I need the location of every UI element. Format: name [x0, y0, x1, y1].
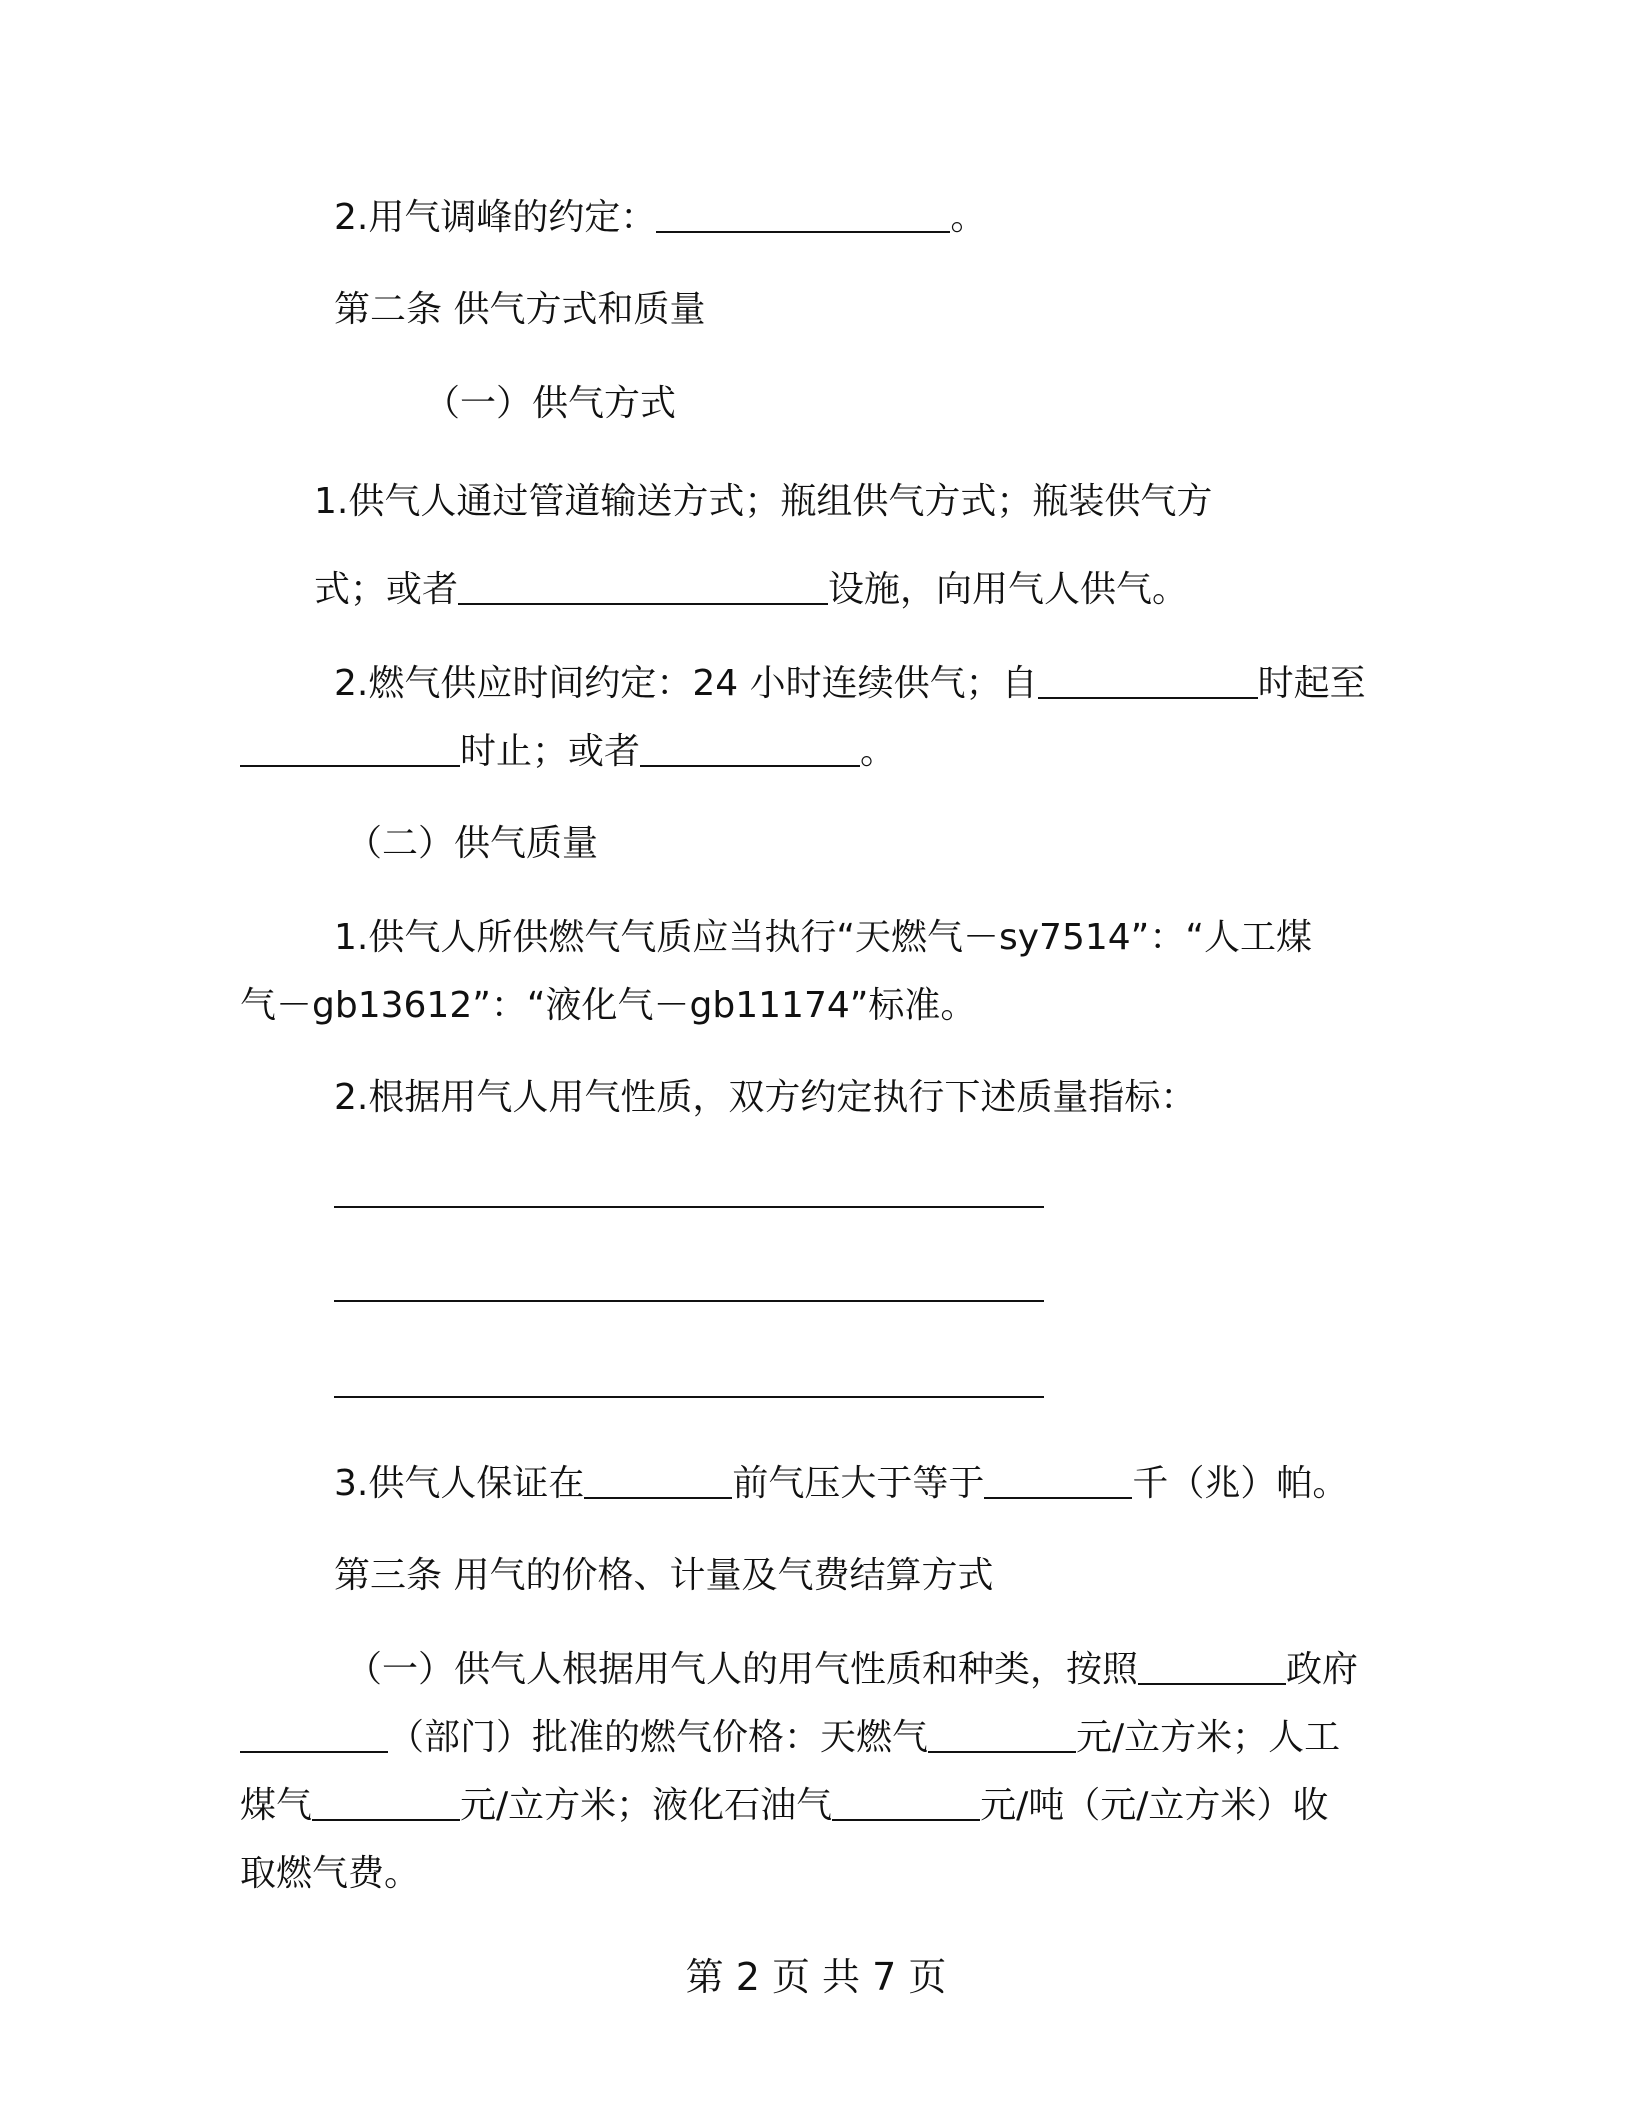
fill-blank[interactable] — [984, 1467, 1132, 1499]
clause-supply-method-1-cont: 式；或者 设施，向用气人供气。 — [314, 569, 1189, 610]
quality-indicator-blank-1[interactable] — [334, 1206, 1044, 1208]
clause-quality-indicators: 2.根据用气人用气性质，双方约定执行下述质量指标： — [334, 1077, 1197, 1118]
fill-blank[interactable] — [640, 735, 860, 767]
quality-indicator-blank-2[interactable] — [334, 1300, 1044, 1302]
clause-gas-price-cont-1: （部门）批准的燃气价格：天燃气 元/立方米；人工 — [240, 1716, 1340, 1760]
fill-blank[interactable] — [584, 1467, 732, 1499]
quality-indicator-blank-3[interactable] — [334, 1396, 1044, 1398]
fill-blank[interactable] — [1038, 667, 1258, 699]
page-number-footer: 第 2 页 共 7 页 — [685, 1955, 947, 1999]
fill-blank[interactable] — [312, 1789, 460, 1821]
clause-supply-method-1: 1.供气人通过管道输送方式；瓶组供气方式；瓶装供气方 — [314, 481, 1213, 522]
fill-blank[interactable] — [240, 735, 460, 767]
clause-supply-time-cont: 时止；或者 。 — [240, 730, 896, 774]
fill-blank[interactable] — [240, 1721, 388, 1753]
clause-gas-pressure: 3.供气人保证在 前气压大于等于 千（兆）帕。 — [334, 1463, 1349, 1504]
article-2-heading: 第二条 供气方式和质量 — [334, 289, 706, 330]
fill-blank[interactable] — [928, 1721, 1076, 1753]
section-supply-quality-heading: （二）供气质量 — [346, 823, 599, 864]
clause-peak-agreement: 2.用气调峰的约定： 。 — [334, 197, 987, 238]
fill-blank[interactable] — [1138, 1653, 1286, 1685]
clause-gas-price: （一）供气人根据用气人的用气性质和种类，按照 政府 — [346, 1649, 1359, 1690]
fill-blank[interactable] — [832, 1789, 980, 1821]
clause-supply-time: 2.燃气供应时间约定：24 小时连续供气；自 时起至 — [334, 663, 1366, 704]
fill-blank[interactable] — [656, 201, 950, 233]
section-supply-method-heading: （一）供气方式 — [424, 383, 677, 424]
clause-gas-standard: 1.供气人所供燃气气质应当执行“天燃气－sy7514”：“人工煤 — [334, 917, 1312, 958]
article-3-heading: 第三条 用气的价格、计量及气费结算方式 — [334, 1555, 994, 1596]
clause-gas-standard-cont: 气－gb13612”：“液化气－gb11174”标准。 — [240, 985, 977, 1026]
clause-gas-price-cont-3: 取燃气费。 — [240, 1853, 421, 1894]
fill-blank[interactable] — [458, 573, 828, 605]
clause-gas-price-cont-2: 煤气 元/立方米；液化石油气 元/吨（元/立方米）收 — [240, 1785, 1329, 1826]
